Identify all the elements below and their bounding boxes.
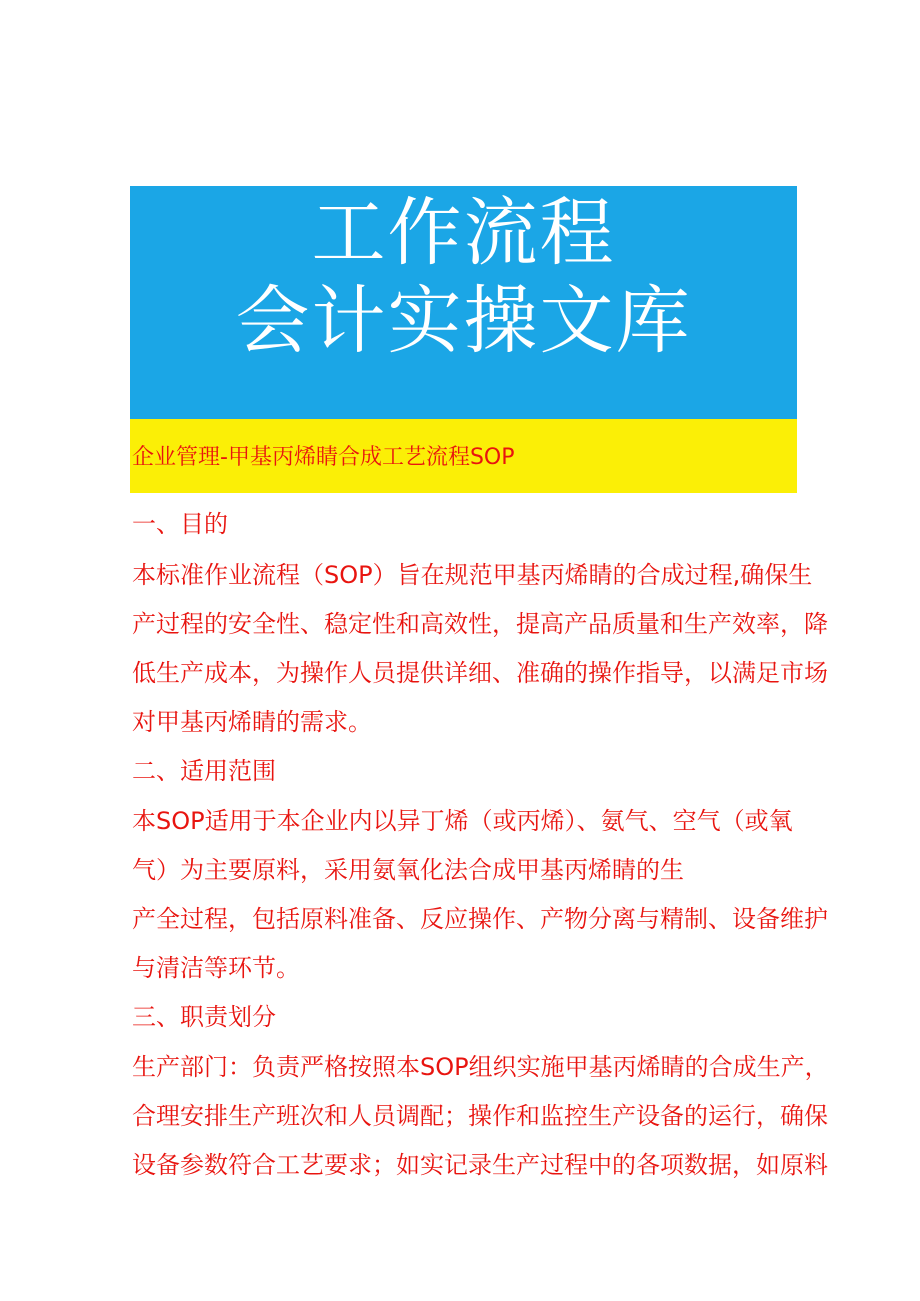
section-heading-scope: 二、适用范围 — [132, 757, 276, 785]
banner-title-line-1: 工作流程 — [311, 190, 616, 276]
paragraph-line: 气）为主要原料，采用氨氧化法合成甲基丙烯睛的生 — [132, 856, 684, 884]
paragraph-line: 产过程的安全性、稳定性和高效性，提高产品质量和生产效率，降 — [132, 610, 828, 638]
paragraph-line: 本标准作业流程（SOP）旨在规范甲基丙烯睛的合成过程,确保生 — [132, 561, 813, 589]
paragraph-line: 设备参数符合工艺要求；如实记录生产过程中的各项数据，如原料 — [132, 1151, 828, 1179]
subtitle-bar — [130, 419, 797, 493]
paragraph-line: 本SOP适用于本企业内以异丁烯（或丙烯）、氨气、空气（或氧 — [132, 807, 793, 835]
title-banner — [130, 186, 797, 419]
paragraph-line: 与清洁等环节。 — [132, 954, 300, 982]
section-heading-purpose: 一、目的 — [132, 510, 228, 538]
paragraph-line: 合理安排生产班次和人员调配；操作和监控生产设备的运行，确保 — [132, 1102, 828, 1130]
section-heading-duties: 三、职责划分 — [132, 1003, 276, 1031]
paragraph-line: 生产部门：负责严格按照本SOP组织实施甲基丙烯睛的合成生产， — [132, 1053, 829, 1081]
paragraph-line: 产全过程，包括原料准备、反应操作、产物分离与精制、设备维护 — [132, 905, 828, 933]
banner-title-line-2: 会计实操文库 — [235, 278, 692, 364]
document-subtitle: 企业管理-甲基丙烯睛合成工艺流程SOP — [132, 445, 515, 470]
paragraph-line: 对甲基丙烯睛的需求。 — [132, 708, 372, 736]
paragraph-line: 低生产成本，为操作人员提供详细、准确的操作指导，以满足市场 — [132, 659, 828, 687]
